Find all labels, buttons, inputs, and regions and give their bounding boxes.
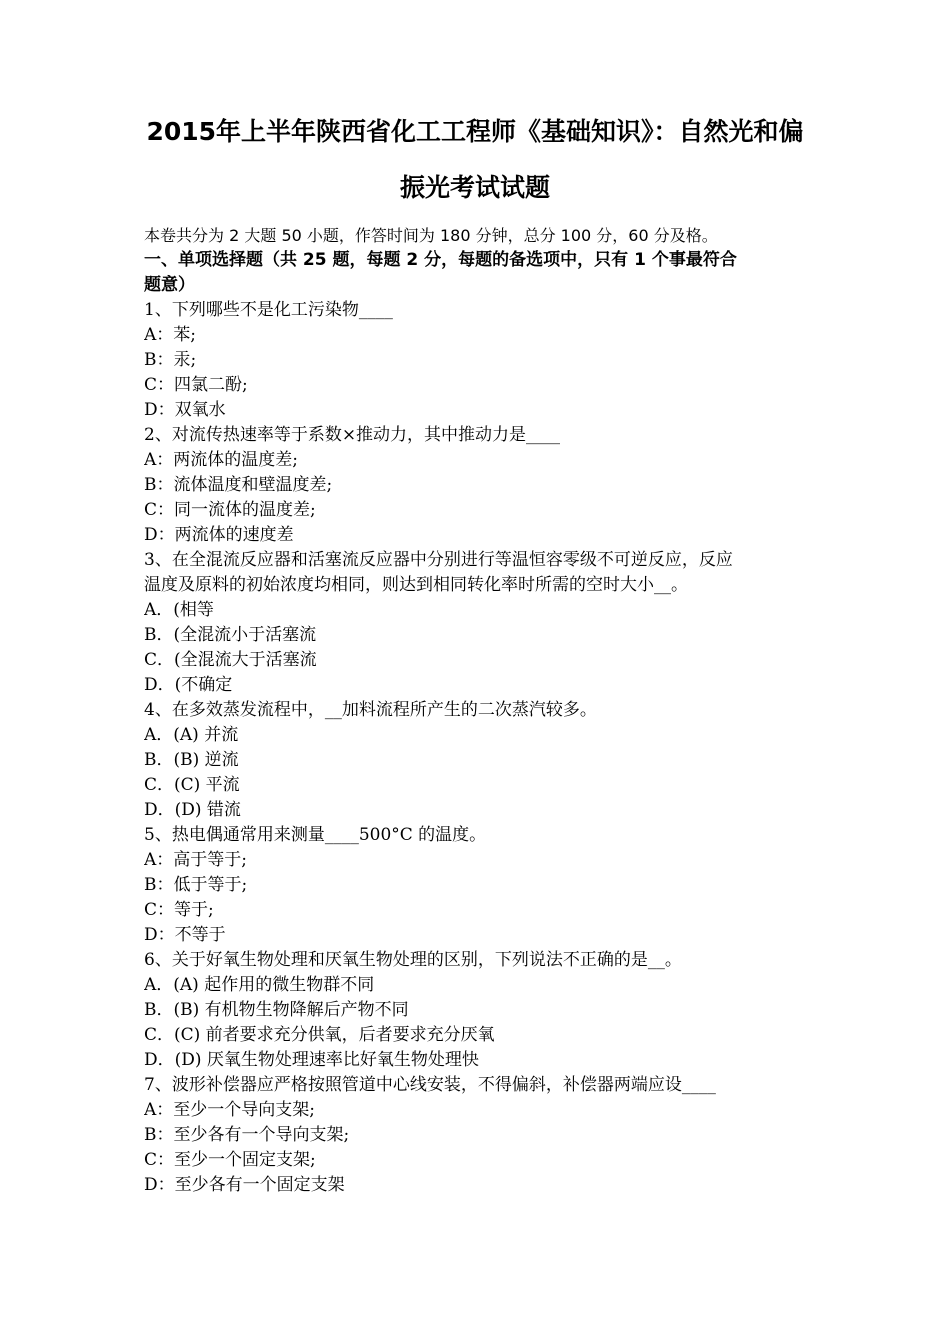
question-option: C．(全混流大于活塞流: [144, 650, 317, 670]
question-option: A：苯;: [144, 325, 197, 345]
question-option: B：低于等于;: [144, 875, 248, 895]
section-heading-line-1: 一、单项选择题（共 25 题，每题 2 分，每题的备选项中，只有 1 个事最符合: [144, 250, 737, 270]
question-option: D：至少各有一个固定支架: [144, 1175, 345, 1195]
question-stem: 1、下列哪些不是化工污染物____: [144, 300, 393, 320]
question-option: B：流体温度和壁温度差;: [144, 475, 333, 495]
document-body: [144, 223, 814, 1198]
document-title-line-2: 振光考试试题: [399, 173, 550, 202]
question-option: C．(C) 平流: [144, 775, 240, 795]
question-option: C：四氯二酚;: [144, 375, 248, 395]
question-option: B：至少各有一个导向支架;: [144, 1125, 350, 1145]
question-3: [144, 548, 814, 698]
question-option: B：汞;: [144, 350, 197, 370]
question-4: [144, 698, 814, 823]
question-6: [144, 948, 814, 1073]
question-stem: 6、关于好氧生物处理和厌氧生物处理的区别，下列说法不正确的是__。: [144, 950, 682, 970]
question-option: A：至少一个导向支架;: [144, 1100, 316, 1120]
question-stem: 2、对流传热速率等于系数×推动力，其中推动力是____: [144, 425, 561, 445]
question-1: [144, 298, 814, 423]
question-option: D：两流体的速度差: [144, 525, 294, 545]
question-stem: 3、在全混流反应器和活塞流反应器中分别进行等温恒容零级不可逆反应，反应: [144, 550, 733, 570]
question-stem: 4、在多效蒸发流程中，__加料流程所产生的二次蒸汽较多。: [144, 700, 597, 720]
question-option: C：同一流体的温度差;: [144, 500, 316, 520]
question-option: C．(C) 前者要求充分供氧，后者要求充分厌氧: [144, 1025, 495, 1045]
question-option: C：至少一个固定支架;: [144, 1150, 316, 1170]
question-2: [144, 423, 814, 548]
question-stem: 7、波形补偿器应严格按照管道中心线安装，不得偏斜，补偿器两端应设____: [144, 1075, 716, 1095]
question-option: D．(D) 厌氧生物处理速率比好氧生物处理快: [144, 1050, 479, 1070]
question-option: B．(全混流小于活塞流: [144, 625, 317, 645]
question-stem: 5、热电偶通常用来测量____500°C 的温度。: [144, 825, 487, 845]
question-option: A：两流体的温度差;: [144, 450, 299, 470]
question-option: A．(A) 并流: [144, 725, 239, 745]
question-stem-continued: 温度及原料的初始浓度均相同，则达到相同转化率时所需的空时大小__。: [144, 575, 688, 595]
question-option: A．(A) 起作用的微生物群不同: [144, 975, 375, 995]
exam-intro: 本卷共分为 2 大题 50 小题，作答时间为 180 分钟，总分 100 分，60 分及格。: [144, 226, 718, 245]
question-5: [144, 823, 814, 948]
document-title-line-1: 2015年上半年陕西省化工工程师《基础知识》：自然光和偏: [146, 117, 804, 146]
question-option: C：等于;: [144, 900, 214, 920]
question-option: A：高于等于;: [144, 850, 248, 870]
question-option: D．(不确定: [144, 675, 233, 695]
question-option: D．(D) 错流: [144, 800, 241, 820]
question-option: A．(相等: [144, 600, 214, 620]
question-option: B．(B) 有机物生物降解后产物不同: [144, 1000, 409, 1020]
question-option: D：不等于: [144, 925, 226, 945]
section-heading-line-2: 题意）: [144, 275, 195, 295]
question-option: B．(B) 逆流: [144, 750, 239, 770]
question-option: D：双氧水: [144, 400, 226, 420]
question-7: [144, 1073, 814, 1198]
